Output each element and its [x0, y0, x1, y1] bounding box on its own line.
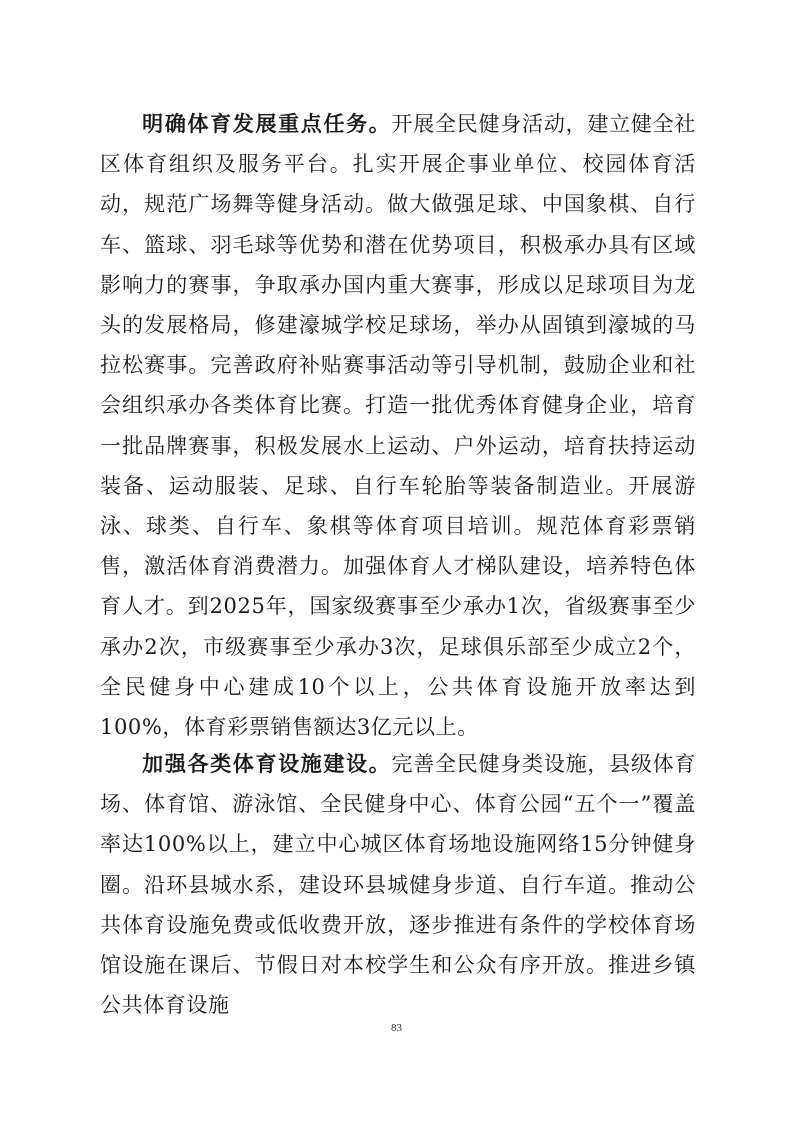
paragraph-sports-tasks — [100, 104, 696, 747]
paragraph-body: 开展全民健身活动，建立健全社区体育组织及服务平台。扎实开展企事业单位、校园体育活动，规范广场舞等健身活动。做大做强足球、中国象棋、自行车、篮球、羽毛球等优势和潜在优势项目，积极承办具有区域影响力的赛事，争取承办国内重大赛事，形成以足球项目为龙头的发展格局，修建濠城学校足球场，举办从固镇到濠城的马拉松赛事。完善政府补贴赛事活动等引导机制，鼓励企业和社会组织承办各类体育比赛。打造一批优秀体育健身企业，培育一批品牌赛事，积极发展水上运动、户外运动，培育扶持运动装备、运动服装、足球、自行车轮胎等装备制造业。开展游泳、球类、自行车、象棋等体育项目培训。规范体育彩票销售，激活体育消费潜力。加强体育人才梯队建设，培养特色体育人才。到2025年，国家级赛事至少承办1次，省级赛事至少承办2次，市级赛事至少承办3次，足球俱乐部至少成立2个，全民健身中心建成10个以上，公共体育设施开放率达到100%，体育彩票销售额达3亿元以上。 — [100, 112, 696, 740]
paragraph-heading: 明确体育发展重点任务。 — [142, 112, 392, 136]
page-number: 83 — [391, 1022, 402, 1034]
paragraph-sports-facilities — [100, 744, 696, 1025]
paragraph-heading: 加强各类体育设施建设。 — [142, 752, 392, 776]
paragraph-body: 完善全民健身类设施，县级体育场、体育馆、游泳馆、全民健身中心、体育公园“五个一”覆盖率达100%以上，建立中心城区体育场地设施网络15分钟健身圈。沿环县城水系，建设环县城健身步道、自行车道。推动公共体育设施免费或低收费开放，逐步推进有条件的学校体育场馆设施在课后、节假日对本校学生和公众有序开放。推进乡镇公共体育设施 — [100, 752, 696, 1018]
